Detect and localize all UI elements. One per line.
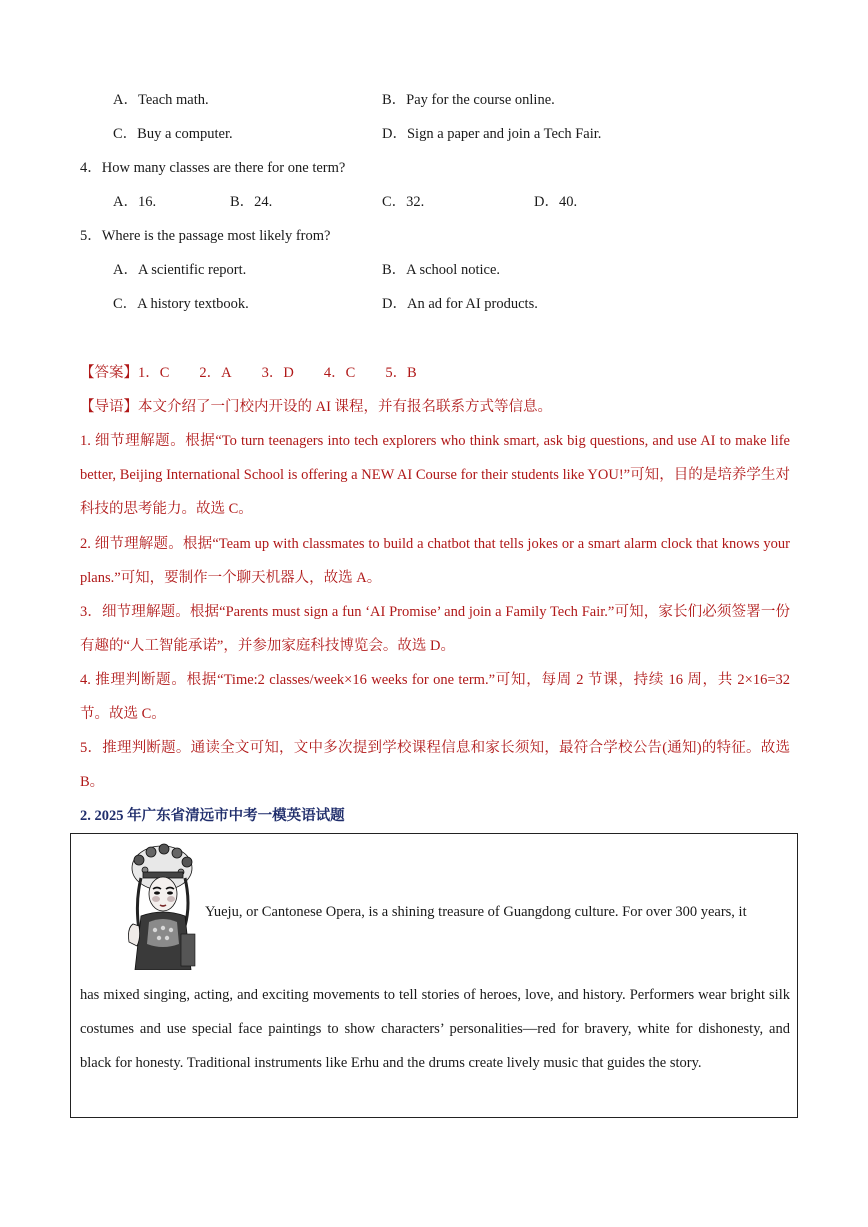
q4-option-a: A．16. (113, 194, 157, 210)
passage-box (70, 833, 798, 1118)
guide-text: 【导语】本文介绍了一门校内开设的 AI 课程，并有报名联系方式等信息。 (80, 399, 553, 415)
q3-option-a: A．Teach math. (113, 92, 209, 108)
opera-figure-icon (119, 842, 205, 970)
explanation-1: 1. 细节理解题。根据“To turn teenagers into tech explorers who think smart, ask big questions, and use AI to make life better, Beijing International School is offering a NEW AI Course for their students like YOU!”可知，目的是培养学生对科技的思考能力。故选 C。 (80, 433, 790, 517)
q3-option-d: D．Sign a paper and join a Tech Fair. (382, 126, 602, 142)
passage-first-line: Yueju, or Cantonese Opera, is a shining treasure of Guangdong culture. For over 300 years, it (205, 904, 747, 920)
answer-item: 2．A (199, 365, 232, 381)
answer-item: 5．B (385, 365, 417, 381)
q5-stem: 5．Where is the passage most likely from? (80, 228, 331, 244)
answer-item: 1．C (138, 365, 170, 381)
answer-row (80, 363, 417, 383)
explanation-3: 3．细节理解题。根据“Parents must sign a fun ‘AI Promise’ and join a Family Tech Fair.”可知，家长们必须签署一份有趣的“人工智能承诺”，并参加家庭科技博览会。故选 D。 (80, 604, 790, 654)
q4-option-b: B．24. (230, 194, 273, 210)
q4-stem: 4．How many classes are there for one term? (80, 160, 346, 176)
explanation-2: 2. 细节理解题。根据“Team up with classmates to build a chatbot that tells jokes or a smart alarm clock that knows your plans.”可知，要制作一个聊天机器人，故选 A。 (80, 536, 790, 586)
q5-option-b: B．A school notice. (382, 262, 501, 278)
explanation-4: 4. 推理判断题。根据“Time:2 classes/week×16 weeks for one term.”可知，每周 2 节课，持续 16 周，共 2×16=32 节。故选 C。 (80, 672, 790, 722)
q4-option-c: C．32. (382, 194, 425, 210)
section-title: 2. 2025 年广东省清远市中考一模英语试题 (80, 808, 345, 824)
q5-option-c: C．A history textbook. (113, 296, 249, 312)
q3-option-c: C．Buy a computer. (113, 126, 233, 142)
q5-option-a: A．A scientific report. (113, 262, 247, 278)
q4-option-d: D．40. (534, 194, 578, 210)
answer-item: 3．D (261, 365, 294, 381)
answer-item: 4．C (323, 365, 356, 381)
answer-label: 【答案】 (80, 365, 138, 381)
q3-option-b: B．Pay for the course online. (382, 92, 555, 108)
q5-option-d: D．An ad for AI products. (382, 296, 538, 312)
explanation-5: 5．推理判断题。通读全文可知，文中多次提到学校课程信息和家长须知，最符合学校公告(通知)的特征。故选 B。 (80, 740, 790, 790)
passage-body: has mixed singing, acting, and exciting movements to tell stories of heroes, love, and history. Performers wear bright silk costumes and use special face paintings to show characters’ personalities—red for bravery, white for dishonesty, and black for honesty. Traditional instruments like Erhu and the drums create lively music that guides the story. (80, 987, 790, 1071)
